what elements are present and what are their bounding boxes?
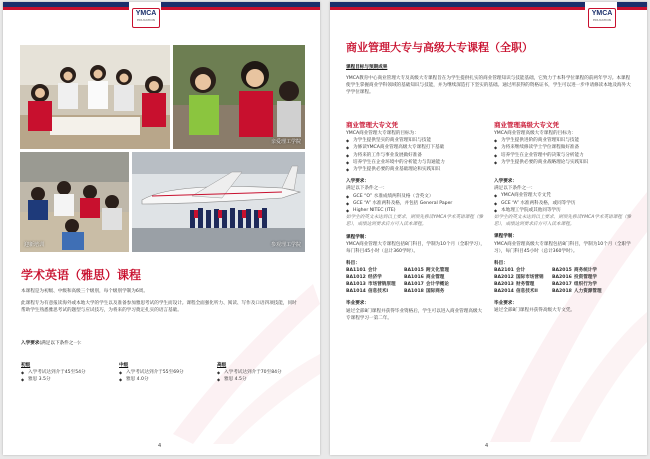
higher-diploma-column xyxy=(494,120,634,315)
grad-text: 通过全部8门课程并获得高级大专文凭。 xyxy=(494,308,576,314)
higher-diploma-intro: YMCA商业管理高级大专课程的目标为： xyxy=(494,131,577,136)
entry-requirements-heading xyxy=(21,340,84,347)
header-stripe-red xyxy=(330,7,585,10)
photo-orientation xyxy=(20,152,129,252)
subject-name: 组织行为学 xyxy=(574,282,597,288)
grad-label: 毕业要求： xyxy=(494,301,517,307)
level-name: 中级 xyxy=(119,363,129,368)
goal-item: ◆ 为学生提供必要的商业战略理论与实践知识 xyxy=(494,159,634,166)
level-requirement: ◆ 入学考试达到介于45至54分 xyxy=(21,369,111,376)
subject-name: 经济学 xyxy=(368,275,382,281)
photo-caption: 参观理工学院 xyxy=(270,242,301,248)
header-stripe-red xyxy=(617,7,647,10)
diploma-intro: YMCA商业管理大专课程的目标为： xyxy=(346,131,419,136)
higher-diploma-heading: 商业管理高级大专文凭 xyxy=(494,121,559,129)
page-title: 商业管理大专与高级大专课程（全职） xyxy=(346,41,533,54)
entry-item: ◆ GCE “O” 水准成绩两科及格（含英文） xyxy=(346,193,486,200)
entry-note: (满足以下条件之一)： xyxy=(39,341,85,346)
entry-label: 入学要求： xyxy=(346,179,369,185)
left-page xyxy=(3,2,320,455)
goal-item: ◆ 培养学生在企业环境中的分析能力与沟通能力 xyxy=(346,159,486,166)
subject-name: 投资管理学 xyxy=(574,275,597,281)
logo-text: YMCA xyxy=(135,10,157,17)
subject-code: BA2012 xyxy=(494,275,514,281)
entry-label: 入学要求 xyxy=(21,341,40,346)
subject-code: BA1013 xyxy=(346,282,366,288)
goal-item: ◆ 为学生提供必要的商业基础理论和实践知识 xyxy=(346,166,486,173)
photo-orientation-image xyxy=(20,152,129,252)
photo-students-group-image xyxy=(20,45,170,149)
entry-intro: 满足以下条件之一： xyxy=(494,186,536,192)
course-title: 学术英语（雅思）课程 xyxy=(21,268,142,282)
subject-code: BA2014 xyxy=(494,289,514,295)
objective-text: YMCA教育中心商业管理大专及高级大专课程旨在为学生提供扎实的商业管理知识与技能基础，它致力于本科学位课程的前两年学习。本课程使学生掌握商业学科领域的基础知识与技能，并为继续深造打下坚实的基础。通过所获得的资格证书，学生可以进一步申请修读本地及海外大学学位课程。 xyxy=(346,76,631,96)
course-intro-2: 此课程专为有意报读海外或本地大学的学生以及准备参加雅思考试的学生而设计。课程全面强化听力、阅读、写作及口语四项技能，同时帮助学生熟悉雅思考试的题型与应试技巧，为将来的学习奠定扎实的语言基础。 xyxy=(21,301,297,314)
entry-label: 入学要求： xyxy=(494,179,517,185)
subject-code: BA1101 xyxy=(346,268,366,274)
structure-label: 课程学制： xyxy=(346,234,369,240)
subject-name: 会计 xyxy=(368,268,378,274)
objective-heading: 课程目标与预期成果 xyxy=(346,65,388,70)
subject-code: BA1012 xyxy=(346,275,366,281)
subjects-table xyxy=(494,267,634,295)
header-stripe-red xyxy=(3,7,129,10)
subject-code: BA2017 xyxy=(552,282,572,288)
grad-text: 通过全部8门课程并获得毕业资格后，学生可以进入商业管理高级大专课程学习一第二年。 xyxy=(346,308,483,321)
ymca-logo xyxy=(588,8,616,28)
header-stripe-red xyxy=(161,7,320,10)
page-number: 4 xyxy=(485,443,489,449)
entry-item: ◆ 本地理工学院或其他同等学历 xyxy=(494,207,634,214)
subjects-label: 科目： xyxy=(346,261,360,267)
diploma-goals xyxy=(346,137,486,173)
photo-caption: 迎新培训 xyxy=(24,242,45,248)
structure-label: 课程学制： xyxy=(494,234,517,240)
goal-item: ◆ 为将来继续修读学士学位课程做好准备 xyxy=(494,144,634,151)
level-score: ◆ 雅思 3.5分 xyxy=(21,376,111,383)
entry-item: ◆ GCE “A” 水准两科及格，并包括 General Paper xyxy=(346,200,486,207)
entry-note: 如学生的英文未达到以上要求，则须先修读YMCA学术英语课程（雅思），成绩达到要求后方可入读本课程。 xyxy=(494,215,632,228)
subject-code: BA2015 xyxy=(552,268,572,274)
subject-name: 信息技术II xyxy=(516,289,538,295)
level-name: 初级 xyxy=(21,363,31,368)
subject-code: BA1016 xyxy=(404,275,424,281)
subject-code: BA1015 xyxy=(404,268,424,274)
logo-text: YMCA xyxy=(591,10,613,17)
subject-code: BA2101 xyxy=(494,268,514,274)
subject-code: BA1014 xyxy=(346,289,366,295)
entry-intro: 满足以下条件之一： xyxy=(346,186,388,192)
subject-code: BA2013 xyxy=(494,282,514,288)
subjects-table xyxy=(346,267,486,295)
subject-code: BA2016 xyxy=(552,275,572,281)
diploma-heading: 商业管理大专文凭 xyxy=(346,121,398,129)
photo-students-group xyxy=(20,45,170,149)
logo-subtext: EDUCATION xyxy=(137,18,155,22)
subject-name: 国际市场营销 xyxy=(516,275,544,281)
goal-item: ◆ 为学生提供进阶的商业管理知识与技能 xyxy=(494,137,634,144)
photo-polytechnic-visit-image xyxy=(173,45,305,149)
right-page xyxy=(330,2,647,455)
subject-code: BA1018 xyxy=(404,289,424,295)
subject-name: 国际商务 xyxy=(426,289,445,295)
subject-code: BA2018 xyxy=(552,289,572,295)
page-number: 4 xyxy=(158,443,162,449)
course-intro-1: 本课程是为初级、中级和高级三个级别，每个级别学制为6周。 xyxy=(21,289,148,294)
level-beginner xyxy=(21,362,111,384)
subject-name: 商业管理 xyxy=(426,275,445,281)
goal-item: ◆ 为将来的工作与事业发展做好准备 xyxy=(346,152,486,159)
subject-name: 会计 xyxy=(516,268,526,274)
photo-caption: 亲爱理工学院 xyxy=(270,139,301,145)
goal-item: ◆ 为修读YMCA商业管理高级大专课程打下基础 xyxy=(346,144,486,151)
entry-item: ◆ GCE “A” 水准两科及格，或同等学历 xyxy=(494,200,634,207)
level-score: ◆ 雅思 4.5分 xyxy=(217,376,307,383)
structure-text: YMCA商业管理高级大专课程包括8门科目，学制为10个月（全职学习），每门科目45小时（总计360学时）。 xyxy=(494,241,631,254)
diploma-column xyxy=(346,120,486,322)
subject-name: 人力资源管理 xyxy=(574,289,602,295)
level-advanced xyxy=(217,362,307,384)
higher-diploma-goals xyxy=(494,137,634,166)
subject-code: BA1017 xyxy=(404,282,424,288)
photo-aircraft-hangar-image xyxy=(132,152,305,252)
photo-aircraft-hangar xyxy=(132,152,305,252)
subject-name: 会计学概论 xyxy=(426,282,449,288)
goal-item: ◆ 培养学生在企业管理中的决策与分析能力 xyxy=(494,152,634,159)
goal-item: ◆ 为学生提供坚实的商业管理知识与技能 xyxy=(346,137,486,144)
structure-text: YMCA商业管理大专课程包括8门科目，学制为10个月（全职学习），每门科目45小时（总计360学时）。 xyxy=(346,241,486,255)
ymca-logo xyxy=(132,8,160,28)
entry-item: ◆ YMCA商业管理大专文凭 xyxy=(494,192,634,199)
level-requirement: ◆ 入学考试达到介于70至84分 xyxy=(217,369,307,376)
level-intermediate xyxy=(119,362,209,384)
logo-subtext: EDUCATION xyxy=(593,18,611,22)
level-score: ◆ 雅思 4.0分 xyxy=(119,376,209,383)
subjects-label: 科目： xyxy=(494,261,508,267)
subject-name: 商务统计学 xyxy=(574,268,597,274)
level-requirement: ◆ 入学考试达到介于55至69分 xyxy=(119,369,209,376)
grad-label: 毕业要求： xyxy=(346,301,369,307)
subject-name: 信息技术I xyxy=(368,289,389,295)
subject-name: 市场营销原理 xyxy=(368,282,396,288)
subject-name: 财务管理 xyxy=(516,282,535,288)
entry-note: 如学生的英文未达到以上要求，则须先修读YMCA学术英语课程（雅思），成绩达到要求后方可入读本课程。 xyxy=(346,215,484,228)
subject-name: 跨文化管理 xyxy=(426,268,449,274)
entry-item: ◆ Higher NITEC (ITE) xyxy=(346,207,486,214)
level-name: 高级 xyxy=(217,363,227,368)
photo-polytechnic-visit xyxy=(173,45,305,149)
